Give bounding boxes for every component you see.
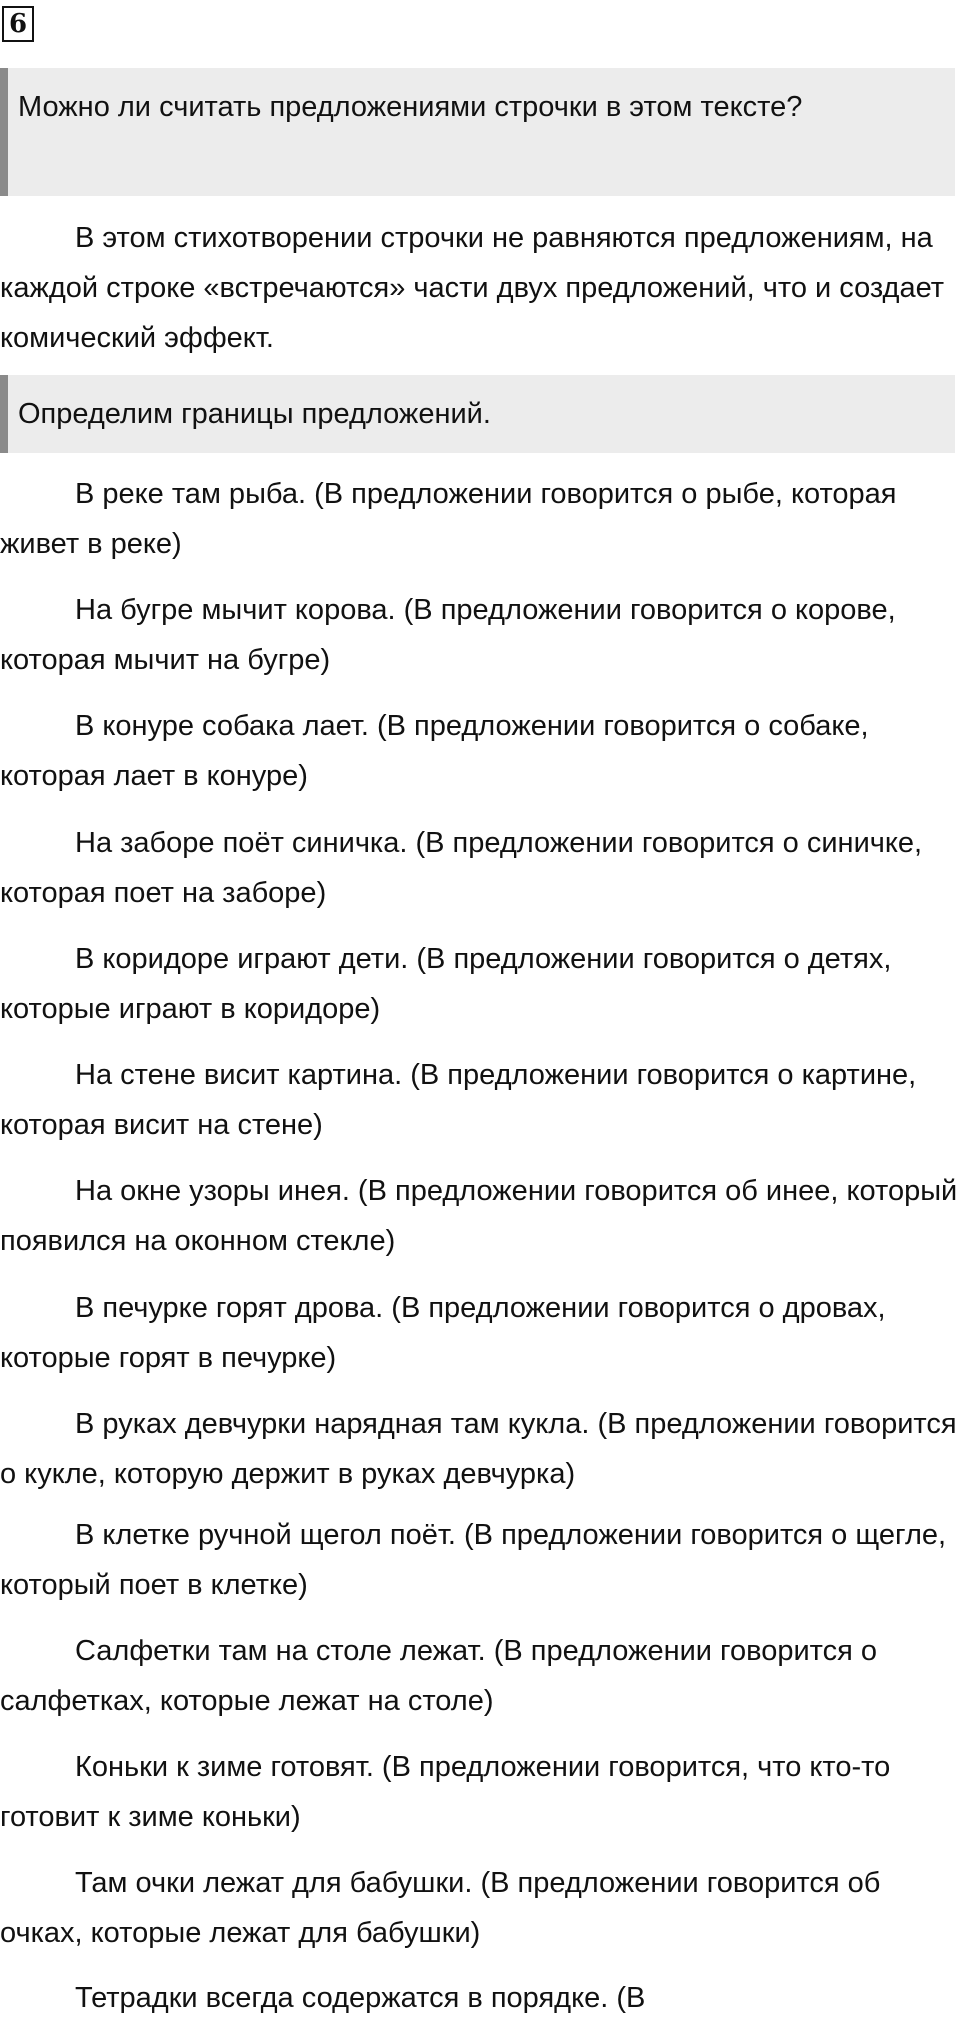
sentence-paragraph-7: На окне узоры инея. (В предложении говорится об инее, который появился на оконном стекле) <box>0 1175 958 1257</box>
sentence-paragraph-10: В клетке ручной щегол поёт. (В предложении говорится о щегле, который поет в клетке) <box>0 1519 947 1601</box>
sentence-paragraph-4: На заборе поёт синичка. (В предложении говорится о синичке, которая поет на заборе) <box>0 827 923 909</box>
answer-paragraph-1: В этом стихотворении строчки не равняются предложениям, на каждой строке «встречаются» части двух предложений, что и создает комический эффект. <box>0 222 945 354</box>
sentence-paragraph-14: Тетрадки всегда содержатся в порядке. (В <box>75 1982 646 2014</box>
sentence-paragraph-13: Там очки лежат для бабушки. (В предложении говорится об очках, которые лежат для бабушки) <box>0 1867 881 1949</box>
task-number-badge: 6 <box>2 6 34 42</box>
sentence-paragraph-11: Салфетки там на столе лежат. (В предложении говорится о салфетках, которые лежат на столе) <box>0 1635 878 1717</box>
sentence-paragraph-9: В руках девчурки нарядная там кукла. (В предложении говорится о кукле, которую держит в руках девчурка) <box>0 1408 957 1490</box>
sentence-paragraph-5: В коридоре играют дети. (В предложении говорится о детях, которые играют в коридоре) <box>0 943 892 1025</box>
sentence-paragraph-3: В конуре собака лает. (В предложении говорится о собаке, которая лает в конуре) <box>0 710 869 792</box>
sentence-paragraph-12: Коньки к зиме готовят. (В предложении говорится, что кто-то готовит к зиме коньки) <box>0 1751 891 1833</box>
question-callout-1: Можно ли считать предложениями строчки в этом тексте? <box>0 68 955 196</box>
sentence-paragraph-2: На бугре мычит корова. (В предложении говорится о корове, которая мычит на бугре) <box>0 594 896 676</box>
sentence-paragraph-8: В печурке горят дрова. (В предложении говорится о дровах, которые горят в печурке) <box>0 1292 886 1374</box>
sentence-paragraph-1: В реке там рыба. (В предложении говорится о рыбе, которая живет в реке) <box>0 478 897 560</box>
question-callout-2: Определим границы предложений. <box>0 375 955 453</box>
sentence-paragraph-6: На стене висит картина. (В предложении говорится о картине, которая висит на стене) <box>0 1059 917 1141</box>
